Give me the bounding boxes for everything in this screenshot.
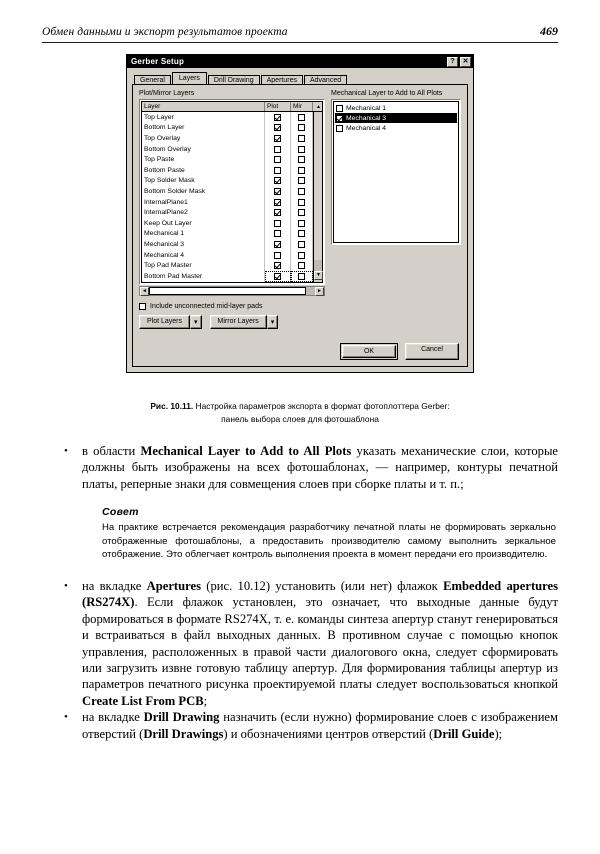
plot-checkbox-cell[interactable]	[265, 133, 291, 144]
layers-grid[interactable]	[141, 101, 323, 283]
layer-name-cell: Bottom Layer	[142, 123, 265, 134]
plot-checkbox[interactable]	[274, 188, 281, 195]
mirror-checkbox[interactable]	[298, 114, 305, 121]
table-row[interactable]	[142, 239, 322, 250]
layers-horizontal-scrollbar[interactable]	[139, 286, 325, 296]
vertical-scrollbar-track[interactable]	[313, 218, 322, 229]
mirror-checkbox[interactable]	[298, 188, 305, 195]
ok-button[interactable]: OK	[342, 345, 396, 358]
layer-name-cell: Mechanical 3	[142, 239, 265, 250]
list-item[interactable]	[335, 123, 457, 133]
layer-name-cell: Keep Out Layer	[142, 218, 265, 229]
mirror-checkbox[interactable]	[298, 230, 305, 237]
help-icon[interactable]: ?	[447, 57, 458, 67]
plot-checkbox-cell[interactable]	[265, 197, 291, 208]
layer-name-cell: InternalPlane2	[142, 207, 265, 218]
table-row[interactable]	[142, 218, 322, 229]
table-row[interactable]	[142, 260, 322, 271]
b2-bold1: Apertures	[146, 579, 201, 593]
plot-checkbox[interactable]	[274, 114, 281, 121]
plot-checkbox[interactable]	[274, 230, 281, 237]
header-chapter-title: Обмен данными и экспорт результатов проекта	[42, 26, 288, 38]
plot-checkbox-cell[interactable]	[265, 154, 291, 165]
mirror-checkbox[interactable]	[298, 262, 305, 269]
dialog-titlebar	[127, 55, 473, 68]
figure-caption	[60, 400, 540, 426]
bullet-item-apertures	[42, 578, 558, 709]
layers-tab-panel	[132, 84, 468, 367]
include-pads-label: Include unconnected mid-layer pads	[150, 302, 263, 310]
mirror-layers-chevron-down-icon[interactable]: ▾	[267, 315, 279, 329]
mirror-checkbox-cell[interactable]	[291, 229, 313, 240]
mirror-checkbox-cell[interactable]	[291, 271, 313, 282]
plot-checkbox-cell[interactable]	[265, 271, 291, 282]
mirror-checkbox[interactable]	[298, 146, 305, 153]
tab-layers[interactable]: Layers	[172, 72, 207, 84]
dialog-tabs	[132, 72, 468, 84]
titlebar-buttons	[447, 57, 471, 67]
figure-gerber-setup	[0, 54, 600, 373]
scroll-down-arrow-icon[interactable]: ▼	[314, 271, 323, 280]
plot-checkbox[interactable]	[274, 146, 281, 153]
plot-checkbox-cell[interactable]	[265, 260, 291, 271]
b1-part2: указать механические слои, которые должны быть изображены на всех фотошаблонах, — например, контуры печатной платы, реперные знаки для совмещения слоев при сборке платы и т. п.;	[82, 444, 558, 491]
table-row[interactable]	[142, 112, 322, 123]
layer-action-buttons	[139, 315, 325, 329]
b2-part3: . Если флажок установлен, это означает, что выходные данные будут формироваться в формате RS274X, т. е. команды синтеза апертур станут генерироваться и встраиваться в файл выходных данных. В противном случае с помощью кнопок управления, расположенных в правой части диалогового окна, следует сформировать или загрузить извне готовую таблицу апертур. Для формирования таблицы апертур из параметров печатного рисунка проектируемой платы следует воспользоваться кнопкой	[82, 595, 558, 692]
mirror-layers-split-button[interactable]	[210, 315, 279, 329]
bullet-list-mechanical	[42, 443, 558, 492]
mechanical-list-frame	[331, 99, 461, 245]
table-row[interactable]	[142, 197, 322, 208]
mirror-checkbox-cell[interactable]	[291, 260, 313, 271]
column-header-plot[interactable]: Plot	[265, 102, 291, 111]
list-item[interactable]	[335, 103, 457, 113]
mirror-checkbox-cell[interactable]	[291, 133, 313, 144]
tab-apertures[interactable]: Apertures	[261, 75, 303, 85]
bullet-list-drill-drawing	[42, 709, 558, 742]
b2-part1: на вкладке	[82, 579, 147, 593]
tip-text: На практике встречается рекомендация разработчику печатной платы не формировать зеркально отображенные фотошаблоны, а предоставить производителю самому выполнить зеркальное отображение. Это облегчает контроль выполнения проекта в момент передачи его производителю.	[102, 522, 556, 561]
vertical-scrollbar-track[interactable]	[313, 144, 322, 155]
b3-part4: );	[494, 726, 503, 741]
plot-checkbox[interactable]	[274, 156, 281, 163]
layer-name-cell: InternalPlane1	[142, 197, 265, 208]
plot-checkbox-cell[interactable]	[265, 144, 291, 155]
mirror-checkbox[interactable]	[298, 220, 305, 227]
layers-grid-rows	[142, 112, 322, 282]
plot-checkbox-cell[interactable]	[265, 229, 291, 240]
scroll-right-arrow-icon[interactable]: ►	[315, 287, 324, 296]
b3-part3: ) и обозначениями центров отверстий (	[223, 726, 434, 741]
mirror-checkbox-cell[interactable]	[291, 112, 313, 123]
figure-caption-line1: Настройка параметров экспорта в формат фотоплоттера Gerber:	[195, 401, 450, 411]
plot-checkbox-cell[interactable]	[265, 239, 291, 250]
b2-bold2: Embedded apertures (RS274X)	[82, 579, 558, 610]
plot-checkbox[interactable]	[274, 135, 281, 142]
hscroll-thumb[interactable]	[306, 287, 315, 295]
layer-name-cell: Bottom Pad Master	[142, 271, 265, 282]
plot-checkbox[interactable]	[274, 124, 281, 131]
plot-checkbox[interactable]	[274, 241, 281, 248]
table-row[interactable]	[142, 176, 322, 187]
plot-mirror-layers-group	[139, 90, 325, 329]
b3-bold1: Drill Drawing	[143, 710, 220, 725]
plot-checkbox-cell[interactable]	[265, 165, 291, 176]
mirror-checkbox[interactable]	[298, 177, 305, 184]
scroll-left-arrow-icon[interactable]: ◄	[140, 287, 149, 296]
vertical-scrollbar-track[interactable]	[313, 229, 322, 240]
vertical-scrollbar-track[interactable]	[313, 186, 322, 197]
mirror-checkbox[interactable]	[298, 135, 305, 142]
mechanical-layers-label: Mechanical Layer to Add to All Plots	[331, 90, 443, 97]
b1-bold1: Mechanical Layer to Add to All Plots	[140, 444, 352, 458]
layer-name-cell: Mechanical 4	[142, 250, 265, 261]
table-row[interactable]	[142, 271, 322, 282]
mechanical-layer-checkbox[interactable]	[336, 125, 343, 132]
layer-name-cell: Top Paste	[142, 154, 265, 165]
vertical-scrollbar-track[interactable]	[313, 239, 322, 250]
bullet-list-apertures	[42, 578, 558, 709]
plot-mirror-layers-label: Plot/Mirror Layers	[139, 90, 195, 97]
figure-caption-line2: панель выбора слоев для фотошаблона	[221, 414, 379, 424]
dialog-title: Gerber Setup	[131, 57, 185, 66]
layer-name-cell: Mechanical 1	[142, 229, 265, 240]
layer-name-cell: Top Overlay	[142, 133, 265, 144]
include-pads-row[interactable]	[139, 303, 325, 310]
b2-part2: (рис. 10.12) установить (или нет) флажок	[200, 579, 444, 593]
mirror-checkbox-cell[interactable]	[291, 186, 313, 197]
mirror-checkbox[interactable]	[298, 252, 305, 259]
plot-checkbox[interactable]	[274, 220, 281, 227]
layers-grid-header	[142, 102, 322, 112]
layer-name-cell: Bottom Solder Mask	[142, 186, 265, 197]
layer-name-cell: Top Layer	[142, 112, 265, 123]
table-row[interactable]	[142, 186, 322, 197]
mirror-checkbox-cell[interactable]	[291, 123, 313, 134]
mechanical-layer-label: Mechanical 1	[346, 104, 387, 112]
table-row[interactable]	[142, 123, 322, 134]
plot-layers-chevron-down-icon[interactable]: ▾	[190, 315, 202, 329]
plot-layers-button[interactable]: Plot Layers	[139, 315, 190, 329]
tab-general[interactable]: General	[134, 75, 171, 85]
mechanical-layer-label: Mechanical 3	[346, 114, 387, 122]
page-content	[42, 443, 558, 742]
plot-checkbox[interactable]	[274, 209, 281, 216]
vertical-scrollbar-track[interactable]	[313, 260, 322, 271]
mirror-checkbox[interactable]	[298, 167, 305, 174]
mirror-checkbox[interactable]	[298, 241, 305, 248]
mirror-checkbox-cell[interactable]	[291, 218, 313, 229]
plot-checkbox-cell[interactable]	[265, 112, 291, 123]
plot-checkbox[interactable]	[274, 262, 281, 269]
mirror-checkbox-cell[interactable]	[291, 250, 313, 261]
b2-part4: ;	[203, 693, 208, 708]
scroll-up-arrow-icon[interactable]: ▲	[313, 102, 322, 111]
layer-name-cell: Top Solder Mask	[142, 176, 265, 187]
mirror-checkbox[interactable]	[298, 209, 305, 216]
b2-bold3: Create List From PCB	[82, 693, 204, 708]
vertical-scrollbar-track[interactable]	[313, 154, 322, 165]
plot-checkbox-cell[interactable]	[265, 176, 291, 187]
table-row[interactable]	[142, 207, 322, 218]
mechanical-list[interactable]	[333, 101, 459, 243]
figure-number: Рис. 10.11.	[150, 401, 194, 411]
plot-checkbox-cell[interactable]	[265, 186, 291, 197]
mirror-checkbox[interactable]	[298, 156, 305, 163]
hscroll-track[interactable]	[149, 287, 306, 295]
mechanical-layer-checkbox[interactable]	[336, 105, 343, 112]
layer-name-cell: Bottom Overlay	[142, 144, 265, 155]
table-row[interactable]	[142, 250, 322, 261]
table-row[interactable]	[142, 154, 322, 165]
vertical-scrollbar-track[interactable]	[313, 271, 322, 282]
table-row[interactable]	[142, 229, 322, 240]
mirror-checkbox-cell[interactable]	[291, 207, 313, 218]
tip-title: Совет	[102, 506, 139, 519]
tab-drill-drawing[interactable]: Drill Drawing	[208, 75, 260, 85]
table-row[interactable]	[142, 144, 322, 155]
plot-checkbox[interactable]	[274, 252, 281, 259]
mirror-checkbox-cell[interactable]	[291, 197, 313, 208]
column-header-mirror[interactable]: Mir	[291, 102, 313, 111]
vertical-scrollbar-track[interactable]	[313, 176, 322, 187]
include-pads-checkbox[interactable]	[139, 303, 146, 310]
mirror-checkbox-cell[interactable]	[291, 176, 313, 187]
vertical-scrollbar-track[interactable]	[313, 207, 322, 218]
vertical-scrollbar-track[interactable]	[313, 250, 322, 261]
table-row[interactable]	[142, 165, 322, 176]
plot-checkbox[interactable]	[274, 167, 281, 174]
b1-part1: в области	[82, 444, 141, 458]
mirror-checkbox[interactable]	[298, 199, 305, 206]
layers-list-frame	[139, 99, 325, 285]
b3-bold2: Drill Drawings	[143, 726, 224, 741]
ok-button-focus-ring	[340, 343, 398, 360]
page-header	[42, 24, 558, 43]
layer-name-cell: Top Pad Master	[142, 260, 265, 271]
plot-checkbox-cell[interactable]	[265, 123, 291, 134]
layer-name-cell: Bottom Paste	[142, 165, 265, 176]
mirror-checkbox-cell[interactable]	[291, 154, 313, 165]
mechanical-layer-label: Mechanical 4	[346, 124, 387, 132]
mechanical-layers-group	[331, 90, 461, 329]
b3-part1: на вкладке	[82, 710, 144, 725]
bullet-item-mechanical-layer	[42, 443, 558, 492]
table-row[interactable]	[142, 133, 322, 144]
cancel-button[interactable]: Cancel	[405, 343, 459, 360]
list-item[interactable]	[335, 113, 457, 123]
plot-checkbox[interactable]	[274, 177, 281, 184]
column-header-layer[interactable]: Layer	[142, 102, 265, 111]
gerber-setup-dialog	[126, 54, 474, 373]
plot-checkbox[interactable]	[274, 273, 281, 280]
plot-checkbox[interactable]	[274, 199, 281, 206]
page-number: 469	[540, 24, 558, 38]
mechanical-layer-checkbox[interactable]	[336, 115, 343, 122]
plot-checkbox-cell[interactable]	[265, 218, 291, 229]
mirror-checkbox[interactable]	[298, 273, 305, 280]
vertical-scrollbar-track[interactable]	[313, 133, 322, 144]
b3-bold3: Drill Guide	[433, 726, 495, 741]
vertical-scrollbar-track[interactable]	[313, 165, 322, 176]
b3-part2: назначить (если нужно) формирование слоев с изображением отверстий (	[82, 710, 558, 741]
vertical-scrollbar-track[interactable]	[313, 112, 322, 123]
mirror-checkbox-cell[interactable]	[291, 165, 313, 176]
vertical-scrollbar-track[interactable]	[313, 123, 322, 134]
tab-advanced[interactable]: Advanced	[304, 75, 347, 85]
close-icon[interactable]: ✕	[460, 57, 471, 67]
plot-checkbox-cell[interactable]	[265, 207, 291, 218]
vertical-scrollbar-track[interactable]	[313, 197, 322, 208]
tip-block	[42, 506, 558, 562]
plot-layers-split-button[interactable]	[139, 315, 202, 329]
mirror-layers-button[interactable]: Mirror Layers	[210, 315, 267, 329]
bullet-item-drill-drawing	[42, 709, 558, 742]
mirror-checkbox-cell[interactable]	[291, 239, 313, 250]
plot-checkbox-cell[interactable]	[265, 250, 291, 261]
mirror-checkbox-cell[interactable]	[291, 144, 313, 155]
dialog-footer-buttons	[139, 343, 461, 360]
mirror-checkbox[interactable]	[298, 124, 305, 131]
